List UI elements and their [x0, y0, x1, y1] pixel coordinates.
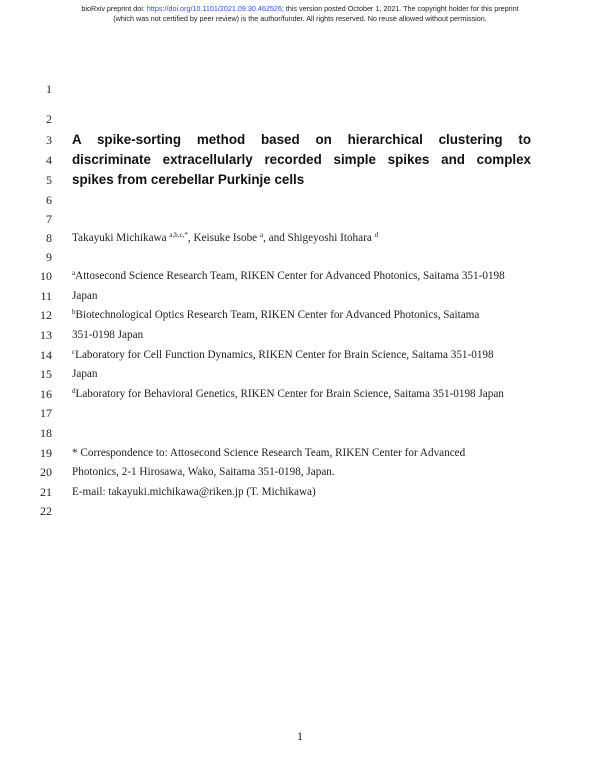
page-number: 1 — [297, 729, 303, 743]
header-prefix: bioRxiv preprint doi: — [81, 4, 147, 13]
affiliation-marker: b — [72, 308, 76, 316]
line-number: 3 — [46, 133, 52, 147]
affiliation-text: Japan — [72, 290, 98, 302]
affiliation-b — [72, 308, 479, 322]
line-number: 20 — [40, 465, 52, 479]
author-name: Takayuki Michikawa — [72, 232, 170, 244]
affiliation-c — [72, 348, 494, 362]
affiliation-text: Attosecond Science Research Team, RIKEN Center for Advanced Photonics, Saitama 351-0198 — [75, 270, 505, 282]
line-number: 21 — [40, 485, 52, 499]
line-number: 13 — [40, 328, 52, 342]
line-number: 14 — [40, 348, 52, 362]
correspondence-line: * Correspondence to: Attosecond Science Research Team, RIKEN Center for Advanced — [72, 447, 466, 459]
affiliation-a — [72, 269, 505, 283]
line-number: 16 — [40, 387, 52, 401]
affiliation-d — [72, 387, 504, 401]
correspondence-line: Photonics, 2-1 Hirosawa, Wako, Saitama 351-0198, Japan. — [72, 466, 335, 478]
affiliation-text: Japan — [72, 368, 98, 380]
paper-title-line-3: spikes from cerebellar Purkinje cells — [72, 172, 305, 187]
line-number: 2 — [46, 112, 52, 126]
author-name: , and Shigeyoshi Itohara — [263, 232, 375, 244]
line-number: 10 — [40, 269, 52, 283]
line-number: 1 — [46, 82, 52, 96]
line-number: 22 — [40, 504, 52, 518]
doi-link[interactable]: https://doi.org/10.1101/2021.09.30.462526 — [146, 4, 282, 13]
line-number: 5 — [46, 173, 52, 187]
affiliation-marker: a — [259, 231, 264, 239]
affiliation-text: 351-0198 Japan — [72, 329, 144, 341]
affiliation-text: Laboratory for Cell Function Dynamics, RIKEN Center for Brain Science, Saitama 351-0198 — [75, 349, 494, 361]
affiliation-text: Laboratory for Behavioral Genetics, RIKEN Center for Brain Science, Saitama 351-0198 Japan — [75, 388, 504, 400]
affiliation-marker: a — [72, 269, 76, 277]
header-line-2: (which was not certified by peer review) is the author/funder. All rights reserved. No reuse allowed without permission. — [113, 13, 487, 23]
line-number: 19 — [40, 446, 52, 460]
line-number: 6 — [46, 193, 52, 207]
paper-title-line-2: discriminate extracellularly recorded simple spikes and complex — [72, 152, 531, 167]
line-number: 15 — [40, 367, 52, 381]
line-number: 7 — [46, 212, 52, 226]
line-number: 12 — [40, 308, 52, 322]
author-name: , Keisuke Isobe — [187, 232, 260, 244]
affiliation-marker: c — [72, 348, 76, 356]
line-number: 11 — [40, 289, 52, 303]
header-line-1 — [0, 4, 600, 14]
line-number: 9 — [46, 250, 52, 264]
preprint-header — [0, 4, 600, 23]
line-number: 4 — [46, 153, 52, 167]
affiliation-marker: d — [374, 231, 379, 239]
paper-title-line-1: A spike-sorting method based on hierarchical clustering to — [72, 132, 531, 147]
affiliation-text: Biotechnological Optics Research Team, RIKEN Center for Advanced Photonics, Saitama — [75, 309, 480, 321]
line-number: 18 — [40, 426, 52, 440]
line-number: 17 — [40, 406, 52, 420]
affiliation-marker: d — [72, 387, 76, 395]
author-list — [72, 231, 378, 245]
line-number: 8 — [46, 231, 52, 245]
header-suffix: ; this version posted October 1, 2021. The copyright holder for this preprint — [281, 4, 519, 13]
affiliation-marker: a,b,c,* — [169, 231, 188, 239]
correspondence-email: E-mail: takayuki.michikawa@riken.jp (T. Michikawa) — [72, 486, 316, 498]
